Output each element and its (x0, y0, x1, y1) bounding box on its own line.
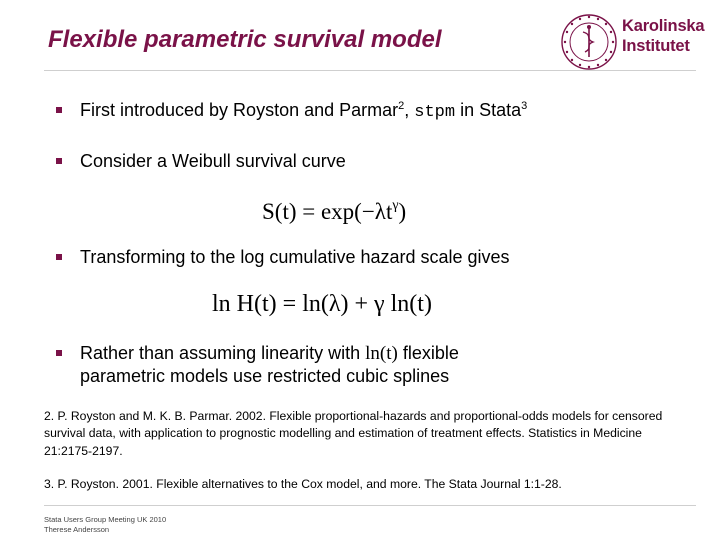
equation-1-body: S(t) = exp(−λt (262, 199, 393, 224)
bullet-marker (56, 158, 62, 164)
footer-line-1: Stata Users Group Meeting UK 2010 (44, 515, 167, 524)
weibull-equation (262, 199, 406, 225)
bullet-1-tail: in Stata (455, 100, 522, 120)
bullet-3-text: Transforming to the log cumulative hazard scale gives (80, 247, 510, 267)
logo-line-2: Institutet (622, 37, 690, 55)
title-divider (44, 70, 696, 71)
logo-line-1: Karolinska (622, 17, 705, 35)
bullet-1-sep: , (404, 100, 415, 120)
bullet-marker (56, 254, 62, 260)
reference-2: 2. P. Royston and M. K. B. Parmar. 2002. Flexible proportional-hazards and proportional-odds models for censored survival data, with application to prognostic modelling and estimation of treatment effects. Statistics in Medicine 21:2175-2197. (44, 409, 663, 458)
log-cumulative-hazard-equation: ln H(t) = ln(λ) + γ ln(t) (212, 291, 432, 317)
bullet-4-tail: flexible (397, 343, 459, 363)
equation-1-close: ) (398, 199, 407, 224)
footnote-ref-2: 2 (398, 100, 405, 112)
seal-icon (560, 10, 618, 74)
footer (44, 515, 166, 534)
footer-line-2: Therese Andersson (44, 524, 110, 534)
reference-3: 3. P. Royston. 2001. Flexible alternatives to the Cox model, and more. The Stata Journal 1:1-28. (44, 477, 562, 491)
bullet-marker (56, 107, 62, 113)
ln-t-inline-equation: ln(t) (365, 343, 398, 364)
bullet-4-text: Rather than assuming linearity with (80, 343, 366, 363)
stpm-code: stpm (414, 103, 456, 122)
footnote-ref-3: 3 (521, 100, 528, 112)
equation-1-exponent: γ (392, 198, 399, 213)
bullet-4-line-2: parametric models use restricted cubic splines (80, 366, 450, 386)
bullet-2-text: Consider a Weibull survival curve (80, 151, 346, 171)
bullet-marker (56, 350, 62, 356)
footer-divider (44, 505, 696, 506)
logo-wordmark (622, 16, 704, 56)
slide-title: Flexible parametric survival model (48, 26, 442, 53)
karolinska-logo (560, 10, 710, 74)
bullet-1-text: First introduced by Royston and Parmar (80, 100, 399, 120)
